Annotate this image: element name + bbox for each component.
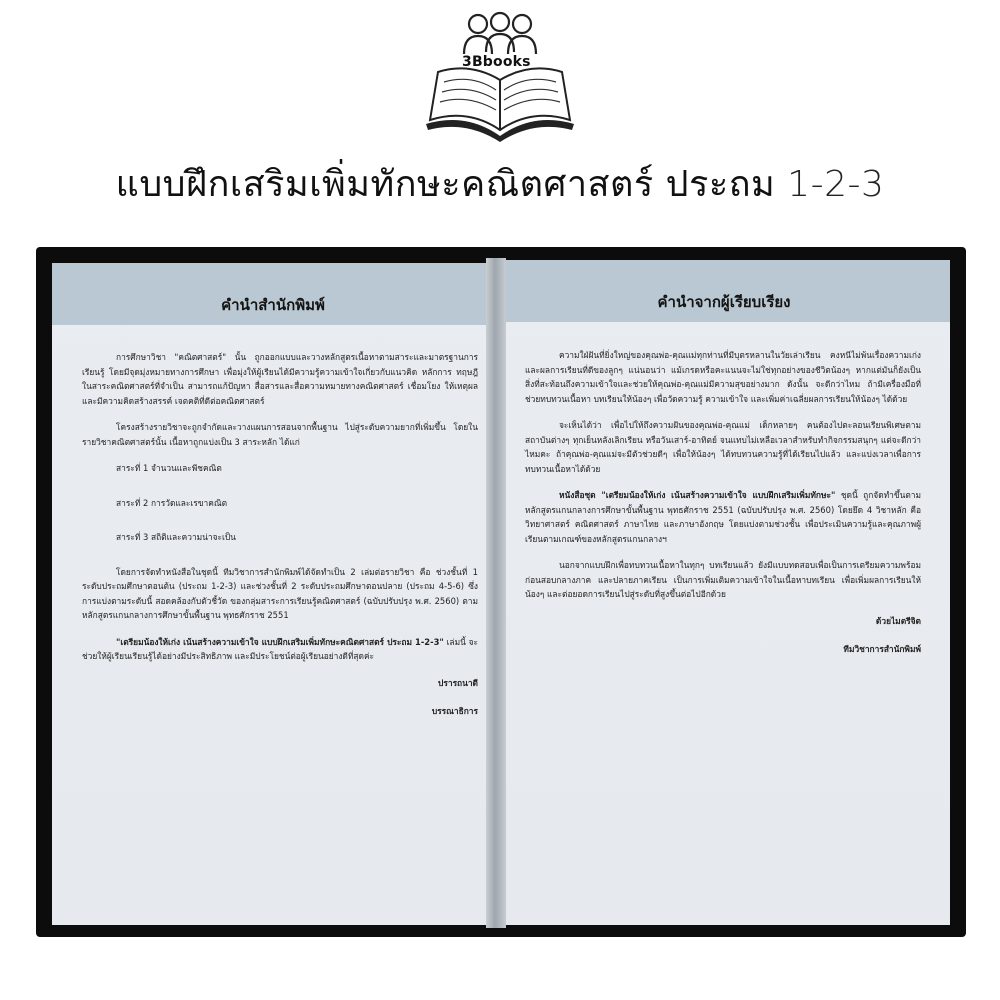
title-series: 1-2-3 — [787, 164, 885, 205]
left-signature-1: ปรารถนาดี — [438, 677, 478, 688]
left-paragraph-3: โดยการจัดทำหนังสือในชุดนี้ ทีมวิชาการสำนักพิมพ์ได้จัดทำเป็น 2 เล่มต่อรายวิชา คือ ช่วงชั้นที่ 1 ระดับประถมศึกษาตอนต้น (ประถม 1-2-3) และช่วงชั้นที่ 2 ระดับประถมศึกษาตอนปลาย (ประถม 4-5-6) ซึ่งการแบ่งตามระดับนี้ สอดคล้องกับตัวชี้วัด ของกลุ่มสาระการเรียนรู้คณิตศาสตร์ (ฉบับปรับปรุง พ.ศ. 2560) ตามหลักสูตรแกนกลางการศึกษาขั้นพื้นฐาน พุทธศักราช 2551 — [82, 566, 478, 620]
left-paragraph-4-bold: "เตรียมน้องให้เก่ง เน้นสร้างความเข้าใจ แบบฝึกเสริมเพิ่มทักษะคณิตศาสตร์ ประถม 1-2-3" — [116, 636, 444, 647]
left-page-body — [82, 350, 478, 733]
logo-text: 3Bbooks — [462, 54, 531, 70]
book-spine — [486, 258, 506, 928]
right-paragraph-3-rest: ชุดนี้ ถูกจัดทำขึ้นตามหลักสูตรแกนกลางการศึกษาขั้นพื้นฐาน พุทธศักราช 2551 (ฉบับปรับปรุง พ.ศ. 2560) โดยยึด 4 วิชาหลัก คือ วิทยาศาสตร์ คณิตศาสตร์ ภาษาไทย และภาษาอังกฤษ โดยแบ่งตามช่วงชั้น เพื่อประเมินความรู้และคุณภาพผู้เรียนตามเกณฑ์ของหลักสูตรแกนกลางฯ — [525, 490, 921, 544]
page-title — [0, 155, 1000, 212]
left-page-heading: คำนำสำนักพิมพ์ — [221, 296, 325, 314]
left-paragraph-4 — [82, 635, 478, 664]
left-list-item: สาระที่ 1 จำนวนและพีชคณิต — [116, 463, 222, 473]
right-paragraph-3 — [525, 488, 921, 546]
right-signature-1: ด้วยไมตรีจิต — [875, 615, 921, 626]
right-paragraph-4: นอกจากแบบฝึกเพื่อทบทวนเนื้อหาในทุกๆ บทเรียนแล้ว ยังมีแบบทดสอบเพื่อเป็นการเตรียมความพร้อมก่อนสอบกลางภาค และปลายภาคเรียน เป็นการเพิ่มเติมความเข้าใจในเนื้อหาบทเรียน เพื่อเพิ่มผลการเรียนให้น้องๆ และต่อยอดการเรียนไปสู่ระดับที่สูงขึ้นต่อไปอีกด้วย — [525, 560, 921, 599]
left-list-item: สาระที่ 3 สถิติและความน่าจะเป็น — [116, 532, 236, 542]
brand-logo — [420, 8, 580, 148]
left-paragraph-1: การศึกษาวิชา "คณิตศาสตร์" นั้น ถูกออกแบบและวางหลักสูตรเนื้อหาตามสาระและมาตรฐานการเรียนรู้ โดยมีจุดมุ่งหมายทางการศึกษา เพื่อมุ่งให้ผู้เรียนได้มีความรู้ความเข้าใจเกี่ยวกับแนวคิด หลักการ ทฤษฎีในสาระคณิตศาสตร์ที่จำเป็น สามารถแก้ปัญหา สื่อสารและสื่อความหมายทางคณิตศาสตร์ เชื่อมโยง ให้เหตุผล และมีความคิดสร้างสรรค์ เจตคติที่ดีต่อคณิตศาสตร์ — [82, 352, 478, 406]
left-list-item: สาระที่ 2 การวัดและเรขาคณิต — [116, 497, 228, 508]
left-paragraph-2: โครงสร้างรายวิชาจะถูกจำกัดและวางแผนการสอนจากพื้นฐาน ไปสู่ระดับความยากที่เพิ่มขึ้น โดยในรายวิชาคณิตศาสตร์นั้น เนื้อหาถูกแบ่งเป็น 3 สาระหลัก ได้แก่ — [82, 422, 478, 447]
right-page-body — [525, 348, 921, 671]
right-page-heading: คำนำจากผู้เรียบเรียง — [657, 293, 791, 311]
right-paragraph-3-bold: หนังสือชุด "เตรียมน้องให้เก่ง เน้นสร้างความเข้าใจ แบบฝึกเสริมเพิ่มทักษะ" — [559, 490, 836, 500]
right-paragraph-1: ความใฝ่ฝันที่ยิ่งใหญ่ของคุณพ่อ-คุณแม่ทุกท่านที่มีบุตรหลานในวัยเล่าเรียน คงหนีไม่พ้นเรื่องความเก่ง และผลการเรียนที่ดีของลูกๆ แน่นอนว่า แม้เกรดหรือคะแนนจะไม่ใช่ทุกอย่างของชีวิตน้องๆ หากแต่มันก็ยังเป็นสิ่งที่สะท้อนถึงความเข้าใจและช่วยให้คุณพ่อ-คุณแม่มีความสุขอย่างมาก ดังนั้น จะดีกว่าไหม ถ้ามีเครื่องมือที่ช่วยทบทวนเนื้อหา บทเรียนให้น้องๆ เพื่อวัดความรู้ ความเข้าใจ และเพิ่มค่าเฉลี่ยผลการเรียนให้น้องๆ ได้ด้วย — [525, 350, 921, 404]
right-signature-2: ทีมวิชาการสำนักพิมพ์ — [843, 644, 921, 654]
left-paragraph-4-rest: เล่มนี้ จะช่วยให้ผู้เรียนเรียนรู้ได้อย่างมีประสิทธิภาพ และมีประโยชน์ต่อผู้เรียนอย่างดีที่สุดค่ะ — [82, 636, 478, 661]
title-main: แบบฝึกเสริมเพิ่มทักษะคณิตศาสตร์ ประถม — [115, 164, 776, 205]
right-paragraph-2: จะเห็นได้ว่า เพื่อไปให้ถึงความฝันของคุณพ่อ-คุณแม่ เด็กหลายๆ คนต้องไปตะลอนเรียนพิเศษตามสถาบันต่างๆ ทุกเย็นหลังเลิกเรียน หรือวันเสาร์-อาทิตย์ จนแทบไม่เหลือเวลาสำหรับทำกิจกรรมสนุกๆ แต่จะดีกว่าไหมคะ ถ้าคุณพ่อ-คุณแม่จะมีตัวช่วยดีๆ เพื่อให้น้องๆ ได้ทบทวนความรู้ที่ได้เรียนไปแล้ว และแบ่งเวลาเพื่อการทบทวนเนื้อหาได้ด้วย — [525, 420, 921, 474]
open-book-logo-icon — [420, 8, 580, 148]
left-signature-2: บรรณาธิการ — [431, 706, 478, 716]
